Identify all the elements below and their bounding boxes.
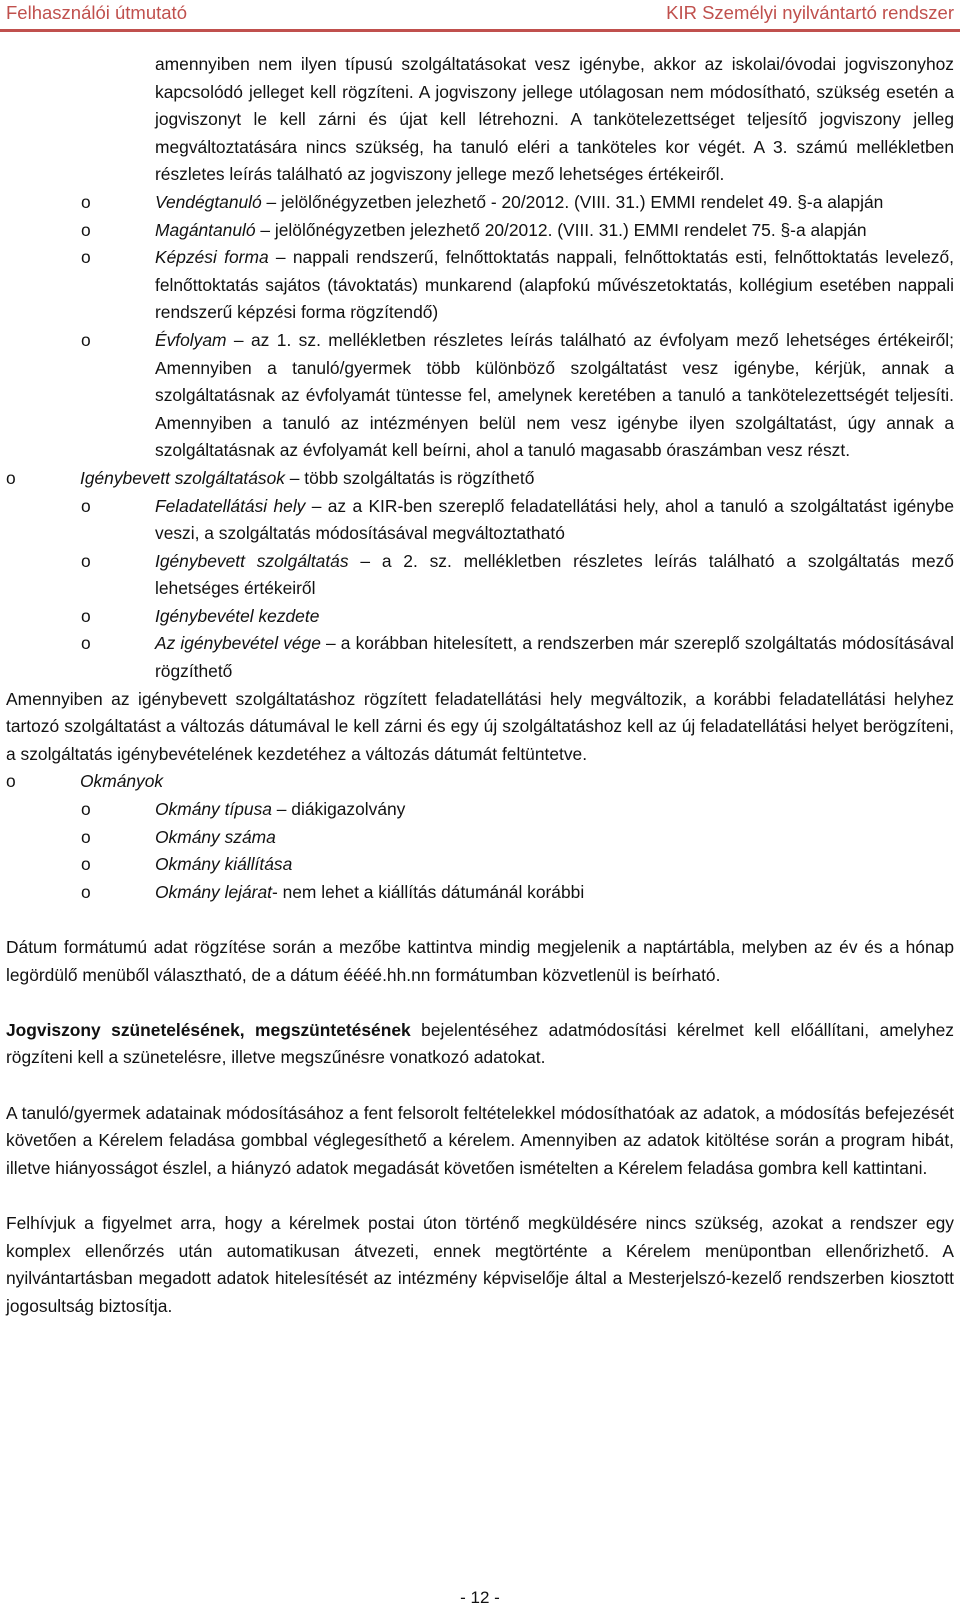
paragraph-felhivas: Felhívjuk a figyelmet arra, hogy a kérelmek postai úton történő megküldésére nincs szükség, azokat a rendszer egy komplex ellenőrzés után automatikusan átvezeti, ennek megtörténte a Kérelem menüpontban ellenőrizhető. A nyilvántartásban megadott adatok hitelesítését az intézmény képviselője által a Mesterjelszó-kezelő rendszerben kiosztott jogosultság biztosítja.: [6, 1212, 954, 1316]
term-okmanyok: Okmányok: [80, 771, 164, 792]
header-system-name: KIR Személyi nyilvántartó rendszer: [666, 2, 954, 23]
list-item-magantanulo: [0, 217, 960, 245]
term-igenybevett-szolgaltatasok: Igénybevett szolgáltatások: [80, 467, 285, 488]
spacer: [0, 1072, 960, 1100]
term-igenybevetel-vege: Az igénybevétel vége: [155, 633, 321, 654]
text-jogviszony-szunetelese: bejelentéséhez adatmódosítási kérelmet kell előállítani, amelyhez rögzíteni kell a szünetelésre, illetve megszűnésre vonatkozó adatokat.: [6, 1019, 954, 1068]
term-okmany-tipusa: Okmány típusa: [155, 799, 272, 820]
list-item-evfolyam: [0, 327, 960, 465]
list-item-okmanyok: [0, 768, 960, 796]
text-kepzesi-forma: – nappali rendszerű, felnőttoktatás nappali, felnőttoktatás esti, felnőttoktatás levelező, felnőttoktatás sajátos (távoktatás) munkarend (alapfokú művészetoktatás, kollégium esetében nappali rendszerű képzési forma rögzítendő): [155, 247, 954, 323]
term-okmany-lejarat: Okmány lejárat: [155, 881, 272, 902]
paragraph-jogviszony-jellege: amennyiben nem ilyen típusú szolgáltatásokat vesz igénybe, akkor az iskolai/óvodai jogviszonyhoz kapcsolódó jelleget kell rögzíteni. A jogviszony jellege utólagosan nem módosítható, szükség esetén a jogviszonyt le kell zárni és újat kell létrehozni. A tankötelezettséget teljesítő jogviszony jelleg megváltoztatására nincs szükség, ha tanuló eléri a tanköteles kor végét. A 3. számú mellékletben részletes leírás található az jogviszony jellege mező lehetséges értékeiről.: [155, 54, 954, 185]
spacer: [0, 989, 960, 1017]
text-vendegtanulo: – jelölőnégyzetben jelezhető - 20/2012. (VIII. 31.) EMMI rendelet 49. §-a alapján: [261, 191, 884, 212]
text-evfolyam: – az 1. sz. mellékletben részletes leírás található az évfolyam mező lehetséges értékeiről; Amennyiben a tanuló/gyermek több különböző szolgáltatást vesz igénybe, kérjük, annak a szolgáltatásnak az évfolyamát tüntesse fel, amelynek keretében a tanuló a tankötelezettségét teljesíti. Amennyiben a tanuló az intézményen belül nem vesz igénybe ilyen szolgáltatást, úgy annak a szolgáltatásnak az évfolyamát kell beírni, ahol a tanuló magasabb óraszámban vesz részt.: [155, 329, 954, 461]
list-item-igenybevetel-vege: [0, 630, 960, 685]
text-okmany-tipusa: – diákigazolvány: [271, 799, 406, 820]
term-kepzesi-forma: Képzési forma: [155, 247, 269, 268]
text-igenybevett-szolgaltatas: – a 2. sz. mellékletben részletes leírás található a szolgáltatás mező lehetséges értékeiről: [155, 550, 954, 599]
document-body: [0, 51, 960, 1320]
list-item-okmany-szama: [0, 824, 960, 852]
list-item-kepzesi-forma: [0, 244, 960, 327]
page-number: - 12 -: [460, 1588, 500, 1607]
header-divider: [0, 29, 960, 32]
header-document-title: Felhasználói útmutató: [6, 2, 187, 23]
text-igenybevett-szolgaltatasok: – több szolgáltatás is rögzíthető: [284, 467, 535, 488]
text-igenybevetel-vege: – a korábban hitelesített, a rendszerben már szereplő szolgáltatás módosításával rögzíthető: [155, 633, 954, 682]
list-item-feladatellatasi-hely: [0, 493, 960, 548]
text-okmany-lejarat: - nem lehet a kiállítás dátumánál korábbi: [271, 881, 585, 902]
list-item-vendegtanulo: [0, 189, 960, 217]
list-item-igenybevett-szolgaltatas: [0, 548, 960, 603]
paragraph-adatmodositas: A tanuló/gyermek adatainak módosításához a fent felsorolt feltételekkel módosíthatóak az adatok, a módosítás befejezését követően a Kérelem feladása gombbal véglegesíthető a kérelem. Amennyiben az adatok kitöltése során a program hibát, illetve hiányosságot észlel, a hiányzó adatok megadását követően ismételten a Kérelem feladása gombra kell kattintani.: [6, 1102, 954, 1178]
term-okmany-kiallitasa: Okmány kiállítása: [155, 854, 293, 875]
list-item-okmany-lejarat: [0, 879, 960, 907]
list-item-igenybevett-szolgaltatasok: [0, 465, 960, 493]
list-item-igenybevetel-kezdete: [0, 603, 960, 631]
term-igenybevetel-kezdete: Igénybevétel kezdete: [155, 605, 320, 626]
text-magantanulo: – jelölőnégyzetben jelezhető 20/2012. (VIII. 31.) EMMI rendelet 75. §-a alapján: [255, 219, 867, 240]
bold-jogviszony-szunetelese: Jogviszony szünetelésének, megszüntetésének: [6, 1019, 411, 1040]
paragraph-datum-formatum: Dátum formátumú adat rögzítése során a mezőbe kattintva mindig megjelenik a naptártábla, melyben az év és a hónap legördülő menüből választható, de a dátum éééé.hh.nn formátumban közvetlenül is beírható.: [6, 937, 954, 985]
term-evfolyam: Évfolyam: [155, 329, 227, 350]
list-item-okmany-kiallitasa: [0, 851, 960, 879]
paragraph-feladatellatasi-hely-valtozas: Amennyiben az igénybevett szolgáltatáshoz rögzített feladatellátási hely megváltozik, a korábbi feladatellátási helyhez tartozó szolgáltatást a változás dátumával le kell zárni és egy új szolgáltatáshoz kell az új feladatellátási helyet berögzíteni, a szolgáltatás igénybevételének kezdetéhez a változás dátumát feltüntetve.: [6, 688, 954, 764]
spacer: [0, 1182, 960, 1210]
spacer: [0, 906, 960, 934]
term-magantanulo: Magántanuló: [155, 219, 256, 240]
text-feladatellatasi-hely: – az a KIR-ben szereplő feladatellátási hely, ahol a tanuló a szolgáltatást igénybe veszi, a szolgáltatás módosításával megváltoztatható: [155, 495, 954, 544]
list-item-okmany-tipusa: [0, 796, 960, 824]
term-igenybevett-szolgaltatas: Igénybevett szolgáltatás: [155, 550, 349, 571]
paragraph-jogviszony-szunetelese: [0, 1017, 960, 1072]
term-okmany-szama: Okmány száma: [155, 826, 276, 847]
term-vendegtanulo: Vendégtanuló: [155, 191, 262, 212]
term-feladatellatasi-hely: Feladatellátási hely: [155, 495, 306, 516]
page-header: [0, 0, 960, 34]
